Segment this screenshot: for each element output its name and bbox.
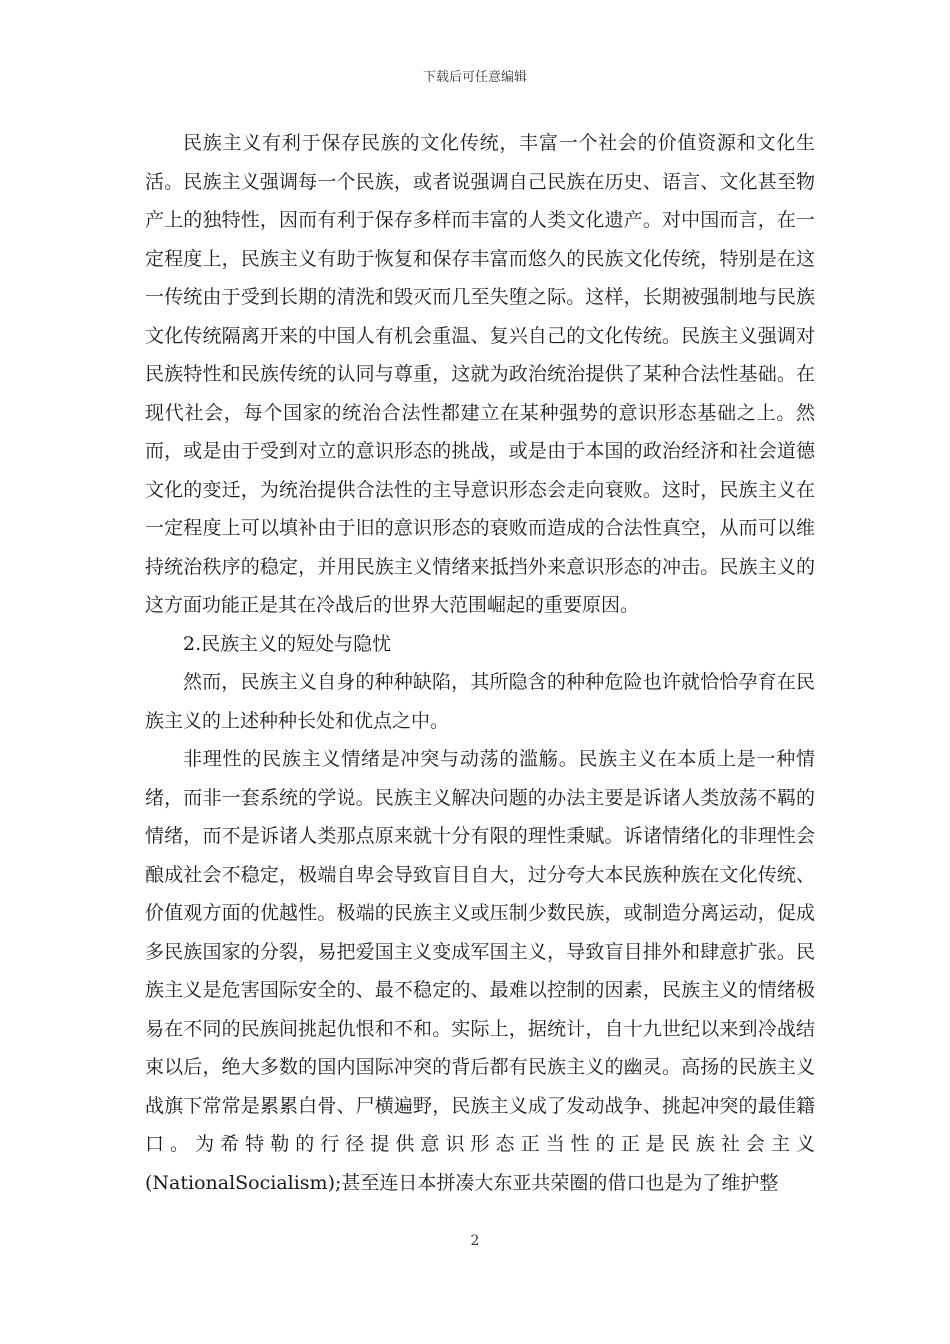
paragraph-irrational-nationalism: 非理性的民族主义情绪是冲突与动荡的滥觞。民族主义在本质上是一种情绪，而非一套系统的学说。民族主义解决问题的办法主要是诉诸人类放荡不羁的情绪，而不是诉诸人类那点原来就十分有限的理性秉赋。诉诸情绪化的非理性会酿成社会不稳定，极端自卑会导致盲目自大，过分夸大本民族种族在文化传统、价值观方面的优越性。极端的民族主义或压制少数民族，或制造分离运动，促成多民族国家的分裂，易把爱国主义变成军国主义，导致盲目排外和肆意扩张。民族主义是危害国际安全的、最不稳定的、最难以控制的因素，民族主义的情绪极易在不同的民族间挑起仇恨和不和。实际上，据统计，自十九世纪以来到冷战结束以后，绝大多数的国内国际冲突的背后都有民族主义的幽灵。高扬的民族主义战旗下常常是累累白骨、尸横遍野，民族主义成了发动战争、挑起冲突的最佳籍口。为希特勒的行径提供意识形态正当性的正是民族社会主义(NationalSocialism);甚至连日本拼凑大东亚共荣圈的借口也是为了维护整: [145, 748, 815, 1194]
paragraph-nationalism-benefits: 民族主义有利于保存民族的文化传统，丰富一个社会的价值资源和文化生活。民族主义强调每一个民族，或者说强调自己民族在历史、语言、文化甚至物产上的独特性，因而有利于保存多样而丰富的人类文化遗产。对中国而言，在一定程度上，民族主义有助于恢复和保存丰富而悠久的民族文化传统，特别是在这一传统由于受到长期的清洗和毁灭而几至失堕之际。这样，长期被强制地与民族文化传统隔离开来的中国人有机会重温、复兴自己的文化传统。民族主义强调对民族特性和民族传统的认同与尊重，这就为政治统治提供了某种合法性基础。在现代社会，每个国家的统治合法性都建立在某种强势的意识形态基础之上。然而，或是由于受到对立的意识形态的挑战，或是由于本国的政治经济和社会道德文化的变迁，为统治提供合法性的主导意识形态会走向衰败。这时，民族主义在一定程度上可以填补由于旧的意识形态的衰败而造成的合法性真空，从而可以维持统治秩序的稳定，并用民族主义情绪来抵挡外来意识形态的冲击。民族主义的这方面功能正是其在冷战后的世界大范围崛起的重要原因。: [145, 132, 815, 616]
page-header: 下载后可任意编辑: [422, 70, 527, 85]
section-heading: 2.民族主义的短处与隐忧: [183, 632, 392, 655]
page-number: 2: [470, 1233, 480, 1249]
paragraph-nationalism-flaws-intro: 然而，民族主义自身的种种缺陷，其所隐含的种种危险也许就恰恰孕育在民族主义的上述种种长处和优点之中。: [145, 671, 815, 732]
document-body: [145, 124, 815, 1202]
